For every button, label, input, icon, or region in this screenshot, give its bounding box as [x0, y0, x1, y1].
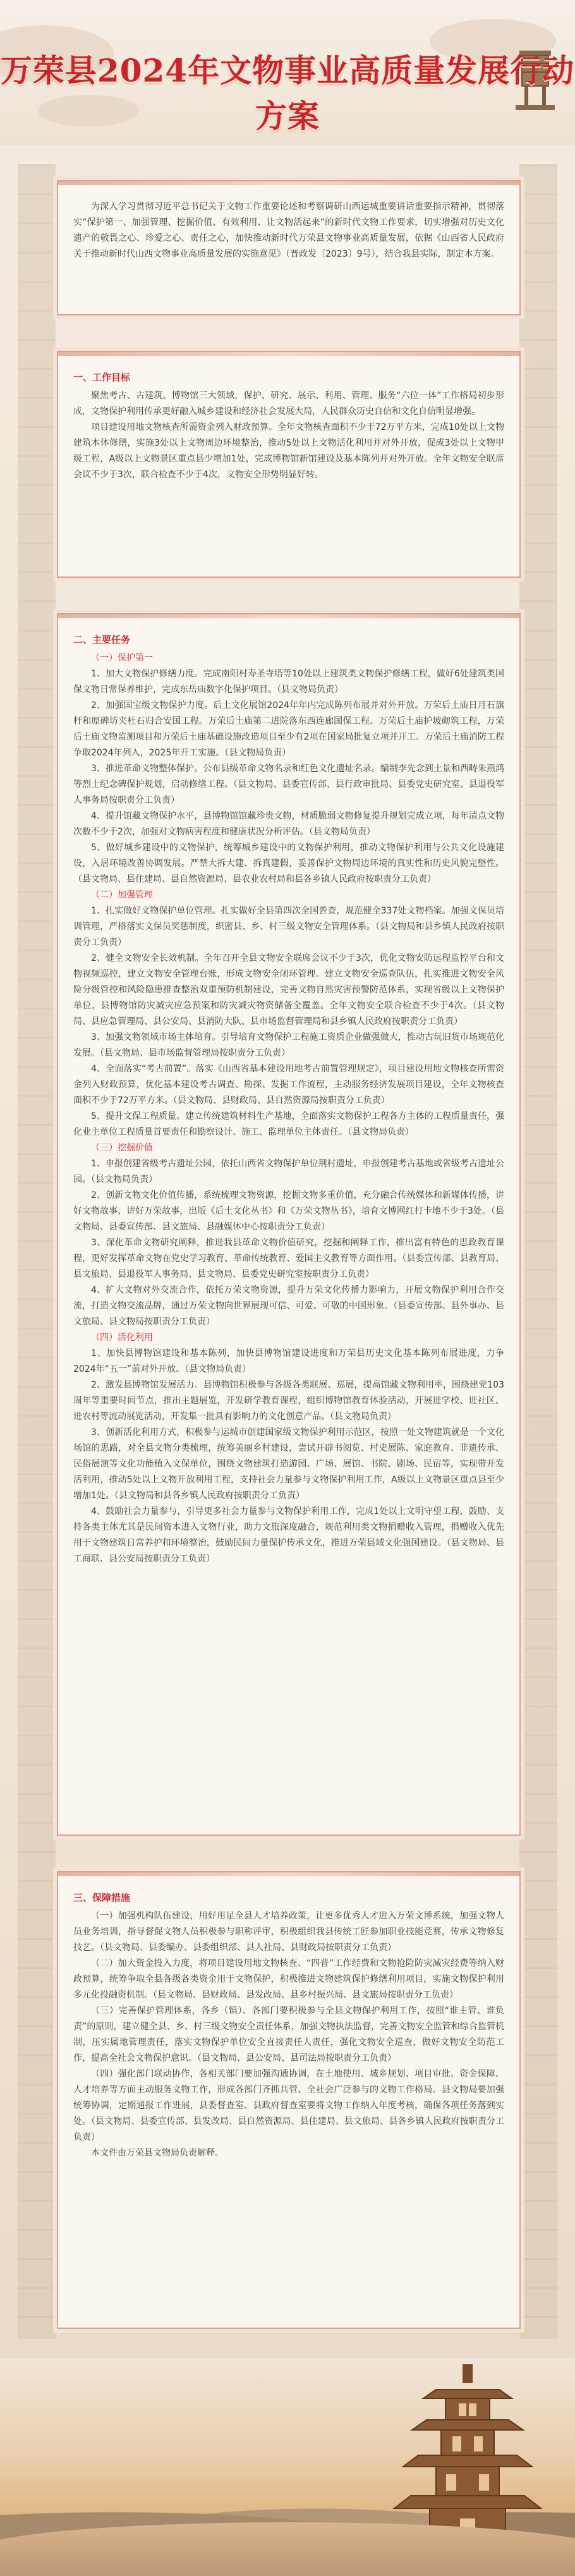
task-paragraph: 5、做好城乡建设中的文物保护，统筹城乡建设中的文物保护利用，推动文物保护利用与公共文化设施建设，入居环境改善协调发展。严禁大拆大建、拆真建假，妥善保护文物周边环境的真实性和历史风貌完整性。（县文物局、县住建局、县自然资源局、县农业农村局和县各乡镇人民政府按职责分工负责） — [73, 843, 504, 884]
section-title: 一、工作目标 — [73, 372, 131, 383]
task-paragraph: 3、创新活化利用方式，积极参与运城市创建国家级文物保护利用示范区，按照一处文物建筑就是一个文化场馆的思路，对全县文物分类梳理，统筹美丽乡村建设，尝试开辟书阅览、村史展陈、家庭教育、非遗传承、民俗展演等文化功能植入文保单位，围绕文物建筑打造游园、广场、展馆、书院、剧场、民宿等，实现带开发活利用，推动5处以上文物开放利用工程，支持社会力量参与文物保护利用工作，A级以上文物景区重点县至少增加1处。（县文物局和县各乡镇人民政府按职责分工负责） — [73, 1427, 504, 1501]
task-paragraph: 1、扎实做好文物保护单位管理。扎实做好全县第四次全国普查，规范健全337处文物档案。加强文保员培训管理，严格落实文保员奖惩制度，织密县、乡、村三级文物安全管理体系。（县文物局和县乡镇人民政府按职责分工负责） — [73, 906, 504, 948]
subsection-title: （三）挖掘价值 — [91, 1143, 153, 1153]
subsection-title: （二）加强管理 — [91, 890, 153, 900]
subsection-title: （一）保护第一 — [91, 653, 153, 663]
subsection-title: （四）活化利用 — [91, 1333, 153, 1343]
section-title: 二、主要任务 — [73, 634, 131, 645]
section-tasks — [57, 613, 521, 1836]
task-paragraph: 1、加快县博物馆建设和基本陈列，加快县博物馆建设进度和万荣县历史文化基本陈列布展进度，力争2024年“五一”前对外开放。（县文物局负责） — [73, 1348, 504, 1374]
task-paragraph: 2、创新文物文化价值传播，系统梳理文物资源，挖掘文物多重价值，充分融合传统媒体和新媒体传播，讲好文物故事、讲好万荣故事，出版《后土文化丛书》和《万荣文物丛书》，培育文博网红打卡地不少于3处。（县文物局、县委宣传部、县文旅局、县融媒体中心按职责分工负责） — [73, 1190, 504, 1232]
task-paragraph: 2、加强国宝级文物保护力度。后土文化展馆2024年年内完成陈列布展并对外开放。万荣后土庙日月石旗杆和原碑坊夹杜石归合安国工程。万荣后土庙第二进院落东西连廊国保工程。万荣后土庙护坡砌筑工程，万荣后土庙文物监测项目和万荣后土庙基础设施改造项目至少有2项在国家局批复立项并开工。万荣后土庙消防工程争取2024年列入，2025年开工实施。（县文物局负责） — [73, 700, 504, 758]
safeguard-paragraph: （一）加强机构队伍建设，用好用足全县人才培养政策，让更多优秀人才进入万荣文博系统，加强文物人员业务培训，指导督促文物人员积极参与职称评审，积极组织我县传统工匠参加职业技能竞赛，传承文物修复技艺。（县文物局、县委编办、县委组织部、县人社局、县财政局按职责分工负责） — [73, 1911, 504, 1953]
section-safeguards — [57, 1871, 521, 2329]
task-paragraph: 4、鼓励社会力量参与，引导更多社会力量参与文物保护利用工作，完成1处以上文明守望工程，鼓励、支持各类主体尤其是民间资本进入文物行业，助力文旅深度融合，规范利用类文物捐赠收入管理，捐赠收入优先用于文物建筑日常养护和环境整治，鼓励民间力量保护传承文化，推进万荣县域文化强国建设。（县文物局、县工商联、县公安局按职责分工负责） — [73, 1506, 504, 1564]
section-title: 三、保障措施 — [73, 1892, 131, 1903]
task-paragraph: 4、全面落实“考古前置”。落实《山西省基本建设用地考古前置管理规定》，项目建设用地文物核查所需资金列入财政预算，优化基本建设考古调查、勘探、发掘工作流程，主动服务经济发展项目建设，全年文物核查面积不少于72万平方米。（县文物局、县财政局、县自然资源局按职责分工负责） — [73, 1064, 504, 1106]
section-paragraph: 聚焦考古、古建筑、博物馆三大领域，保护、研究、展示、利用、管理、服务“六位一体”工作格局初步形成，文物保护利用传承更好融入城乡建设和经济社会发展大局，人民群众历史自信和文化自信明显增强。 — [73, 391, 504, 417]
landscape-illustration — [0, 2358, 575, 2576]
closing-paragraph: 本文件由万荣县文物局负责解释。 — [91, 2148, 224, 2158]
intro-box — [57, 180, 521, 315]
task-paragraph: 4、提升馆藏文物保护水平，县博物馆馆藏珍贵文物，材质脆弱文物修复提升规划完成立项，每年清点文物次数不少于2次，加强对文物病害程度和健康状况分析评估。（县文物局负责） — [73, 811, 504, 837]
task-paragraph: 4、扩大文物对外交流合作，依托万荣文物资源，提升万荣文化传播力影响力，开展文物保护利用合作交流，打造文物交流品牌，通过万荣文物向世界展现可信、可爱、可敬的中国形象。（县委宣传部、县外事办、县文旅局、县文物局按职责分工负责） — [73, 1285, 504, 1327]
task-paragraph: 2、健全文物安全长效机制。全年召开全县文物安全联席会议不少于3次，优化文物安防远程监控平台和文物视频巡控，建立文物安全管理台账，形成文物安全闭环管理。建立文物安全巡查队伍，扎实推进文物安全风险分级管控和风险隐患排查整治双重预防机制建设，完善文物自然灾害预警防范体系，实现省级以上文物保护单位，县博物馆防灾减灾应急预案和防灾减灾物资储备全覆盖。全年文物安全联合检查不少于4次。（县文物局、县应急管理局、县公安局、县消防大队、县市场监督管理局和县乡镇人民政府按职责分工负责） — [73, 953, 504, 1027]
task-paragraph: 1、申报创建省级考古遗址公园，依托山西省文物保护单位荆村遗址，申报创建考古基地或省级考古遗址公园。（县文物局负责） — [73, 1159, 504, 1185]
river-illustration — [0, 2522, 575, 2576]
intro-paragraph: 为深入学习贯彻习近平总书记关于文物工作重要论述和考察调研山西运城重要讲话重要指示精神，贯彻落实“保护第一、加强管理、挖掘价值、有效利用、让文物活起来”的新时代文物工作要求，切实增强对历史文化遗产的敬畏之心、珍爱之心、责任之心，加快推动新时代万荣县文物事业高质量发展，依据《山西省人民政府关于推动新时代山西文物事业高质量发展的实施意见》（晋政发〔2023〕9号），结合我县实际，制定本方案。 — [73, 202, 504, 259]
right-scroll-decoration — [519, 164, 557, 2339]
task-paragraph: 3、深化革命文物研究阐释，推进我县革命文物价值研究，挖掘和阐释工作，推出富有特色的思政教育课程，更好发挥革命文物在党史学习教育、革命传统教育、爱国主义教育等方面作用。（县委宣传部、县教育局、县文旅局、县退役军人事务局、县文物局、县委党史研究室按职责分工负责） — [73, 1238, 504, 1279]
task-paragraph: 5、提升文保工程质量。建立传统建筑材料生产基地，全面落实文物保护工程各方主体的工程质量责任，强化业主单位工程质量首要责任和勘察设计、施工、监理单位主体责任。（县文物局负责） — [73, 1111, 504, 1137]
safeguard-paragraph: （四）强化部门联动协作，各相关部门要加强沟通协调，在土地使用、城乡规划、项目审批、资金保障、人才培养等方面主动服务文物工作，形成各部门齐抓共管、全社会广泛参与的文物工作格局。县文物局要加强统筹协调，定期通报工作进展，县委督查室、县政府督查室要将文物工作纳入年度考核，确保各项任务落到实处。（县文物局、县委宣传部、县发改局、县自然资源局、县住建局、县文旅局、县各乡镇人民政府按职责分工负责） — [73, 2069, 504, 2142]
page-title: 万荣县2024年文物事业高质量发展行动方案 — [0, 52, 575, 135]
task-paragraph: 1、加大文物保护修缮力度。完成南阳村寿圣寺塔等10处以上建筑类文物保护修缮工程，做好6处建筑类国保文物日常保养维护，完成东岳庙数字化保护项目。（县文物局负责） — [73, 669, 504, 695]
safeguard-paragraph: （二）加大资金投入力度，将项目建设用地文物核查、“四普”工作经费和文物抢险防灾减灾经费等纳入财政预算，统筹争取全县各级各类资金用于文物保护，积极推进文物建筑保护修缮利用项目，实施文物保护利用多元化投融资机制。（县文物局、县财政局、县发改局、县乡村振兴局、县文旅局按职责分工负责） — [73, 1958, 504, 2000]
section-paragraph: 项目建设用地文物核查所需资金列入财政预算。全年文物核查面积不少于72万平方米，完成10处以上文物建筑本体修缮，实施3处以上文物周边环境整治，推动5处以上文物活化利用并对外开放，促成3处以上文物甲级工程，A级以上文物景区重点县少增加1处，完成博物馆新馆建设及基本陈列并对外开放。全年文物安全联席会议不少于3次，联合检查不少于4次，文物安全形势明显好转。 — [73, 422, 504, 480]
section-goals — [57, 351, 521, 578]
task-paragraph: 3、推进革命文物整体保护。公布县级革命文物名录和红色文化遗址名录。编制李先念到土景和西畴朱燕鸿等烈士纪念碑保护规划，启动修缮工程。（县文物局、县委宣传部、县行政审批局、县委党史研究室、县退役军人事务局按职责分工负责） — [73, 764, 504, 805]
header-banner — [0, 0, 575, 145]
task-paragraph: 2、激发县博物馆发展活力。县博物馆积极参与各级各类联展、巡展，提高馆藏文物利用率，围绕建党103周年等重要时间节点，推出主题展览，开发研学教育课程，组织博物馆教育体验活动，开展进学校、进社区、进农村等流动展览活动，开发集一批具有影响力的文化创意产品。（县文物局负责） — [73, 1380, 504, 1422]
left-scroll-decoration — [18, 164, 56, 2339]
task-paragraph: 3、加强文物领域市场主体培育。引导培育文物保护工程施工资质企业做强做大，推动古玩旧货市场规范化发展。（县文物局、县市场监督管理局按职责分工负责） — [73, 1032, 504, 1058]
safeguard-paragraph: （三）完善保护管理体系，各乡（镇）、各部门要积极参与全县文物保护利用工作，按照“谁主管、谁负责”的原则，建立健全县、乡、村三级文物安全责任体系，加强文物执法监督，完善文物安全监管和综合监管机制，压实属地管理责任，落实文物保护单位安全直接责任人责任，强化文物安全巡查，做好文物安全防范工作，提高全社会文物保护意识。（县文物局、县公安局、县司法局按职责分工负责） — [73, 2006, 504, 2063]
